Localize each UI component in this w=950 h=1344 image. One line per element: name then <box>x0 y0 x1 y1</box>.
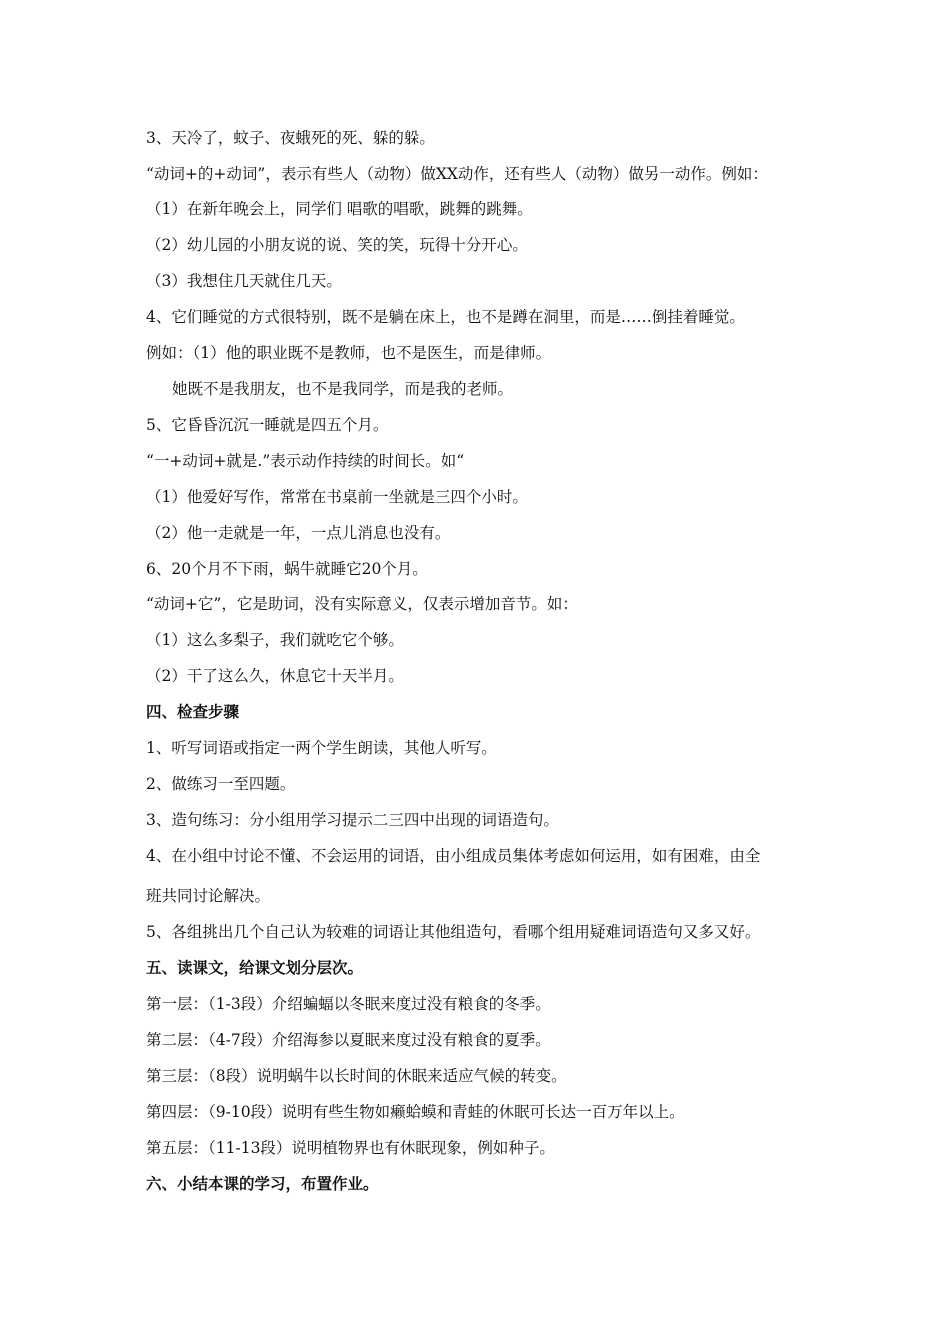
text-line: 班共同讨论解决。 <box>146 887 271 905</box>
text-line: （1）这么多梨子，我们就吃它个够。 <box>146 631 404 649</box>
section-heading: 五、读课文，给课文划分层次。 <box>146 959 364 977</box>
text-line: 1、听写词语或指定一两个学生朗读，其他人听写。 <box>146 739 497 757</box>
text-line: （2）干了这么久，休息它十天半月。 <box>146 667 404 685</box>
text-line: 4、在小组中讨论不懂、不会运用的词语，由小组成员集体考虑如何运用，如有困难，由全 <box>146 847 761 865</box>
text-line: 她既不是我朋友，也不是我同学，而是我的老师。 <box>172 380 514 398</box>
section-heading: 六、小结本课的学习，布置作业。 <box>146 1175 379 1193</box>
text-line: “一+动词+就是.”表示动作持续的时间长。如“ <box>146 452 465 470</box>
text-line: 第一层：（1-3段）介绍蝙蝠以冬眠来度过没有粮食的冬季。 <box>146 995 551 1013</box>
text-line: 3、天冷了，蚊子、夜蛾死的死、躲的躲。 <box>146 129 435 147</box>
text-line: 第五层：（11-13段）说明植物界也有休眠现象，例如种子。 <box>146 1139 555 1157</box>
text-line: 6、20个月不下雨，蜗牛就睡它20个月。 <box>146 560 428 578</box>
text-line: 第四层：（9-10段）说明有些生物如癞蛤蟆和青蛙的休眠可长达一百万年以上。 <box>146 1103 685 1121</box>
text-line: “动词+的+动词”，表示有些人（动物）做XX动作，还有些人（动物）做另一动作。例如： <box>146 165 768 183</box>
text-line: 例如：（1）他的职业既不是教师，也不是医生，而是律师。 <box>146 344 552 362</box>
text-line: 5、各组挑出几个自己认为较难的词语让其他组造句，看哪个组用疑难词语造句又多又好。 <box>146 923 761 941</box>
text-line: 2、做练习一至四题。 <box>146 775 296 793</box>
section-heading: 四、检查步骤 <box>146 703 240 721</box>
text-line: （2）他一走就是一年，一点儿消息也没有。 <box>146 524 451 542</box>
text-line: （1）在新年晚会上，同学们 唱歌的唱歌，跳舞的跳舞。 <box>146 200 533 218</box>
text-line: 第三层：（8段）说明蜗牛以长时间的休眠来适应气候的转变。 <box>146 1067 567 1085</box>
text-line: （1）他爱好写作，常常在书桌前一坐就是三四个小时。 <box>146 488 528 506</box>
text-line: （2）幼儿园的小朋友说的说、笑的笑，玩得十分开心。 <box>146 236 528 254</box>
text-line: 5、它昏昏沉沉一睡就是四五个月。 <box>146 416 389 434</box>
text-line: （3）我想住几天就住几天。 <box>146 272 342 290</box>
text-line: 4、它们睡觉的方式很特别，既不是躺在床上，也不是蹲在洞里，而是……倒挂着睡觉。 <box>146 308 745 326</box>
text-line: 第二层：（4-7段）介绍海参以夏眠来度过没有粮食的夏季。 <box>146 1031 551 1049</box>
text-line: 3、造句练习：分小组用学习提示二三四中出现的词语造句。 <box>146 811 559 829</box>
text-line: “动词+它”，它是助词，没有实际意义，仅表示增加音节。如： <box>146 595 578 613</box>
